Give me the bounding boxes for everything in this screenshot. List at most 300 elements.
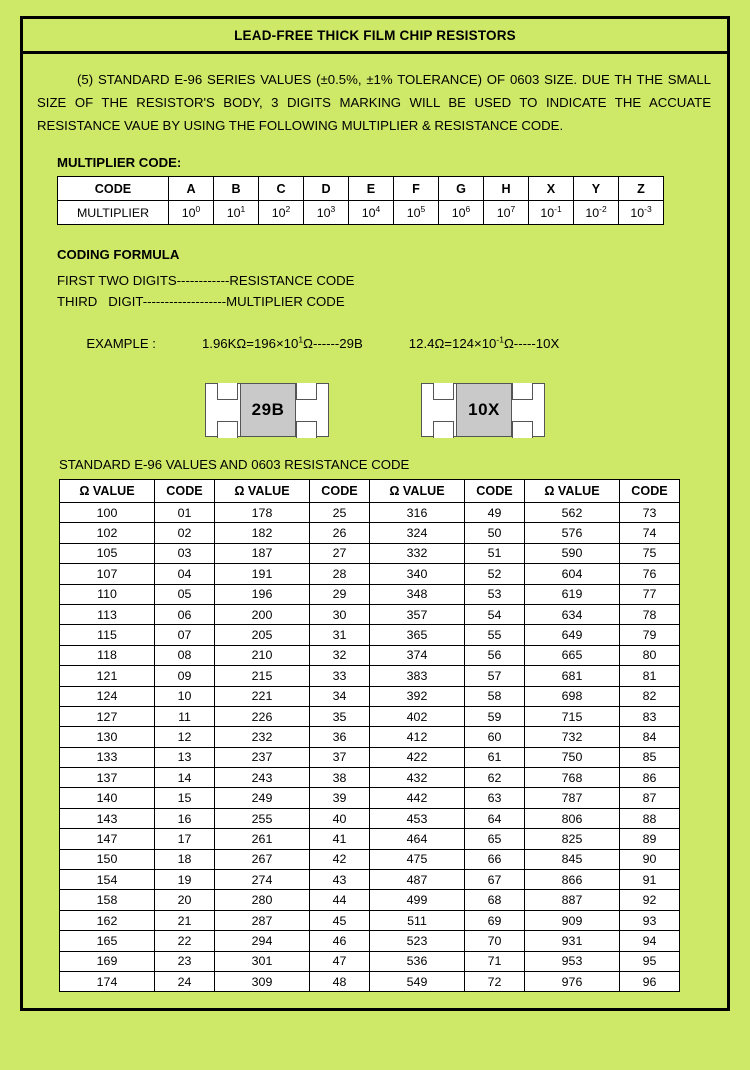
- formula-example-row: [57, 312, 713, 375]
- formula-line-first-two-digits: FIRST TWO DIGITS------------RESISTANCE CODE: [57, 273, 355, 288]
- multiplier-exponent: 6: [465, 203, 471, 214]
- example-1-lhs: 1.96KΩ=196×10: [201, 336, 299, 351]
- table-row: [60, 849, 680, 869]
- e96-value-cell: 133: [60, 747, 155, 767]
- e96-value-cell: 255: [215, 808, 310, 828]
- chip-body: [240, 384, 296, 436]
- e96-header-row: [60, 480, 680, 503]
- e96-code-cell: 61: [465, 747, 525, 767]
- e96-code-cell: 51: [465, 543, 525, 563]
- e96-value-cell: 619: [525, 584, 620, 604]
- e96-code-cell: 08: [155, 645, 215, 665]
- e96-table-wrapper: [59, 479, 713, 992]
- e96-code-cell: 18: [155, 849, 215, 869]
- e96-value-cell: 324: [370, 523, 465, 543]
- e96-code-cell: 62: [465, 768, 525, 788]
- coding-formula-heading: CODING FORMULA: [57, 247, 180, 262]
- e96-code-cell: 85: [620, 747, 680, 767]
- page-title-bar: [23, 19, 727, 54]
- e96-value-cell: 147: [60, 829, 155, 849]
- example-2-rhs: Ω-----10X: [503, 336, 560, 351]
- multiplier-exponent: 0: [195, 203, 201, 214]
- chip-marking-text: 29B: [251, 400, 285, 419]
- e96-code-cell: 58: [465, 686, 525, 706]
- multiplier-exponent: -1: [554, 203, 562, 214]
- e96-value-cell: 750: [525, 747, 620, 767]
- e96-value-cell: 200: [215, 604, 310, 624]
- e96-code-cell: 14: [155, 768, 215, 788]
- table-row: [60, 768, 680, 788]
- e96-value-cell: 523: [370, 931, 465, 951]
- e96-code-cell: 26: [310, 523, 370, 543]
- table-row: [60, 523, 680, 543]
- e96-value-cell: 604: [525, 564, 620, 584]
- e96-value-cell: 374: [370, 645, 465, 665]
- page-title: LEAD-FREE THICK FILM CHIP RESISTORS: [234, 27, 516, 43]
- table-row: [60, 788, 680, 808]
- multiplier-code-cell: A: [169, 177, 214, 201]
- e96-value-cell: 768: [525, 768, 620, 788]
- e96-value-cell: 187: [215, 543, 310, 563]
- e96-code-cell: 68: [465, 890, 525, 910]
- e96-code-cell: 53: [465, 584, 525, 604]
- e96-value-cell: 464: [370, 829, 465, 849]
- e96-code-cell: 49: [465, 503, 525, 523]
- multiplier-exponent: 2: [285, 203, 291, 214]
- e96-code-cell: 39: [310, 788, 370, 808]
- e96-code-cell: 93: [620, 910, 680, 930]
- e96-code-cell: 71: [465, 951, 525, 971]
- multiplier-exponent: 4: [375, 203, 381, 214]
- e96-value-cell: 562: [525, 503, 620, 523]
- e96-code-cell: 75: [620, 543, 680, 563]
- multiplier-exponent: 7: [510, 203, 516, 214]
- e96-value-cell: 140: [60, 788, 155, 808]
- e96-code-cell: 80: [620, 645, 680, 665]
- e96-column-header: CODE: [620, 480, 680, 503]
- multiplier-code-cell: Z: [619, 177, 664, 201]
- e96-value-cell: 182: [215, 523, 310, 543]
- e96-code-cell: 70: [465, 931, 525, 951]
- e96-code-cell: 36: [310, 727, 370, 747]
- e96-code-cell: 60: [465, 727, 525, 747]
- e96-code-cell: 54: [465, 604, 525, 624]
- page-body: [23, 68, 727, 992]
- e96-code-cell: 89: [620, 829, 680, 849]
- multiplier-code-cell: Y: [574, 177, 619, 201]
- intro-paragraph: (5) STANDARD E-96 SERIES VALUES (±0.5%, ±1% TOLERANCE) OF 0603 SIZE. DUE TH THE SMALL SIZE OF THE RESISTOR'S BODY, 3 DIGITS MARKING WILL BE USED TO INDICATE THE ACCUATE RESISTANCE VAUE BY USING THE FOLLOWING MULTIPLIER & RESISTANCE CODE.: [37, 72, 711, 133]
- e96-value-cell: 392: [370, 686, 465, 706]
- e96-code-cell: 59: [465, 706, 525, 726]
- e96-code-cell: 87: [620, 788, 680, 808]
- e96-code-cell: 11: [155, 706, 215, 726]
- e96-code-cell: 73: [620, 503, 680, 523]
- e96-value-cell: 402: [370, 706, 465, 726]
- e96-value-cell: 100: [60, 503, 155, 523]
- table-row: [60, 870, 680, 890]
- e96-value-cell: 698: [525, 686, 620, 706]
- e96-value-cell: 787: [525, 788, 620, 808]
- e96-value-cell: 143: [60, 808, 155, 828]
- e96-value-cell: 383: [370, 666, 465, 686]
- table-row: [60, 645, 680, 665]
- e96-code-cell: 63: [465, 788, 525, 808]
- e96-value-cell: 243: [215, 768, 310, 788]
- e96-value-cell: 249: [215, 788, 310, 808]
- table-row: [60, 666, 680, 686]
- multiplier-code-table: [57, 176, 664, 225]
- table-row: [60, 584, 680, 604]
- chip-notch-bottom-right: [512, 421, 533, 438]
- e96-value-cell: 130: [60, 727, 155, 747]
- multiplier-row-header-code: CODE: [58, 177, 169, 201]
- multiplier-code-label: MULTIPLIER CODE:: [57, 155, 182, 170]
- e96-value-cell: 274: [215, 870, 310, 890]
- multiplier-code-cell: X: [529, 177, 574, 201]
- e96-code-cell: 56: [465, 645, 525, 665]
- multiplier-value-cell: $10^2$: [259, 201, 304, 225]
- chip-notch-top-right: [296, 383, 317, 400]
- e96-code-cell: 50: [465, 523, 525, 543]
- e96-value-cell: 634: [525, 604, 620, 624]
- multiplier-code-cell: C: [259, 177, 304, 201]
- e96-value-cell: 294: [215, 931, 310, 951]
- e96-code-cell: 65: [465, 829, 525, 849]
- multiplier-code-cell: G: [439, 177, 484, 201]
- table-row: [60, 971, 680, 991]
- e96-value-cell: 887: [525, 890, 620, 910]
- e96-code-cell: 27: [310, 543, 370, 563]
- e96-code-cell: 52: [465, 564, 525, 584]
- e96-value-cell: 280: [215, 890, 310, 910]
- e96-value-cell: 499: [370, 890, 465, 910]
- e96-value-cell: 165: [60, 931, 155, 951]
- chip-notch-top-right: [512, 383, 533, 400]
- multiplier-exponent: 1: [240, 203, 246, 214]
- chip-notch-bottom-right: [296, 421, 317, 438]
- e96-value-cell: 154: [60, 870, 155, 890]
- e96-code-cell: 43: [310, 870, 370, 890]
- e96-value-cell: 909: [525, 910, 620, 930]
- e96-value-cell: 137: [60, 768, 155, 788]
- e96-value-cell: 174: [60, 971, 155, 991]
- e96-value-cell: 976: [525, 971, 620, 991]
- e96-code-cell: 21: [155, 910, 215, 930]
- e96-value-cell: 110: [60, 584, 155, 604]
- e96-code-cell: 91: [620, 870, 680, 890]
- e96-value-cell: 332: [370, 543, 465, 563]
- e96-code-cell: 35: [310, 706, 370, 726]
- e96-code-cell: 88: [620, 808, 680, 828]
- table-row: [60, 747, 680, 767]
- e96-value-cell: 162: [60, 910, 155, 930]
- e96-code-cell: 48: [310, 971, 370, 991]
- e96-code-cell: 09: [155, 666, 215, 686]
- multiplier-value-cell: $10^6$: [439, 201, 484, 225]
- e96-value-cell: 348: [370, 584, 465, 604]
- e96-code-cell: 23: [155, 951, 215, 971]
- multiplier-value-cell: $10^5$: [394, 201, 439, 225]
- chip-notch-top-left: [217, 383, 238, 400]
- e96-value-cell: 487: [370, 870, 465, 890]
- e96-code-cell: 55: [465, 625, 525, 645]
- e96-code-cell: 25: [310, 503, 370, 523]
- e96-code-cell: 38: [310, 768, 370, 788]
- e96-value-cell: 442: [370, 788, 465, 808]
- e96-value-cell: 287: [215, 910, 310, 930]
- e96-column-header: Ω VALUE: [60, 480, 155, 503]
- multiplier-exponent: -2: [599, 203, 607, 214]
- e96-value-cell: 102: [60, 523, 155, 543]
- e96-column-header: Ω VALUE: [215, 480, 310, 503]
- e96-code-cell: 16: [155, 808, 215, 828]
- e96-code-cell: 96: [620, 971, 680, 991]
- e96-value-cell: 267: [215, 849, 310, 869]
- multiplier-code-cell: B: [214, 177, 259, 201]
- e96-code-cell: 83: [620, 706, 680, 726]
- e96-value-cell: 127: [60, 706, 155, 726]
- e96-code-cell: 19: [155, 870, 215, 890]
- e96-value-cell: 196: [215, 584, 310, 604]
- multiplier-exponent: 3: [330, 203, 336, 214]
- e96-value-cell: 309: [215, 971, 310, 991]
- e96-code-cell: 95: [620, 951, 680, 971]
- e96-code-cell: 31: [310, 625, 370, 645]
- table-row: [60, 686, 680, 706]
- e96-code-cell: 30: [310, 604, 370, 624]
- multiplier-exponent: 5: [420, 203, 426, 214]
- e96-value-cell: 169: [60, 951, 155, 971]
- e96-code-cell: 86: [620, 768, 680, 788]
- e96-value-cell: 665: [525, 645, 620, 665]
- e96-column-header: CODE: [155, 480, 215, 503]
- multiplier-value-cell: $10^0$: [169, 201, 214, 225]
- e96-code-cell: 12: [155, 727, 215, 747]
- multiplier-code-row: [58, 177, 664, 201]
- e96-value-cell: 681: [525, 666, 620, 686]
- chip-diagrams: [37, 383, 713, 437]
- e96-value-cell: 121: [60, 666, 155, 686]
- e96-code-cell: 29: [310, 584, 370, 604]
- e96-value-cell: 953: [525, 951, 620, 971]
- e96-code-cell: 07: [155, 625, 215, 645]
- e96-value-cell: 931: [525, 931, 620, 951]
- e96-code-cell: 57: [465, 666, 525, 686]
- table-row: [60, 543, 680, 563]
- e96-code-cell: 79: [620, 625, 680, 645]
- e96-code-cell: 67: [465, 870, 525, 890]
- e96-value-cell: 845: [525, 849, 620, 869]
- e96-value-cell: 715: [525, 706, 620, 726]
- chip-diagram-10x: [421, 383, 545, 437]
- multiplier-value-row: [58, 201, 664, 225]
- e96-code-cell: 24: [155, 971, 215, 991]
- e96-value-cell: 191: [215, 564, 310, 584]
- e96-value-cell: 732: [525, 727, 620, 747]
- e96-code-cell: 84: [620, 727, 680, 747]
- multiplier-value-cell: $10^1$: [214, 201, 259, 225]
- multiplier-value-cell: $10^7$: [484, 201, 529, 225]
- multiplier-value-cell: $10^{-2}$: [574, 201, 619, 225]
- e96-code-cell: 28: [310, 564, 370, 584]
- chip-notch-top-left: [433, 383, 454, 400]
- multiplier-value-cell: $10^4$: [349, 201, 394, 225]
- table-row: [60, 808, 680, 828]
- coding-formula-lines: [57, 270, 713, 375]
- table-row: [60, 503, 680, 523]
- chip-diagram-29b: [205, 383, 329, 437]
- multiplier-value-cell: $10^{-3}$: [619, 201, 664, 225]
- e96-code-cell: 32: [310, 645, 370, 665]
- chip-marking-text: 10X: [468, 400, 500, 419]
- e96-value-cell: 590: [525, 543, 620, 563]
- e96-value-cell: 118: [60, 645, 155, 665]
- e96-code-cell: 20: [155, 890, 215, 910]
- e96-value-cell: 511: [370, 910, 465, 930]
- e96-value-cell: 226: [215, 706, 310, 726]
- e96-value-cell: 576: [525, 523, 620, 543]
- table-row: [60, 564, 680, 584]
- e96-column-header: Ω VALUE: [370, 480, 465, 503]
- e96-code-cell: 41: [310, 829, 370, 849]
- e96-value-cell: 124: [60, 686, 155, 706]
- e96-value-cell: 215: [215, 666, 310, 686]
- example-label: EXAMPLE :: [86, 336, 156, 351]
- example-1-rhs: Ω------29B: [303, 336, 363, 351]
- e96-value-cell: 205: [215, 625, 310, 645]
- e96-code-cell: 77: [620, 584, 680, 604]
- e96-value-cell: 210: [215, 645, 310, 665]
- e96-value-cell: 453: [370, 808, 465, 828]
- e96-value-cell: 475: [370, 849, 465, 869]
- multiplier-code-cell: D: [304, 177, 349, 201]
- e96-value-cell: 340: [370, 564, 465, 584]
- table-row: [60, 706, 680, 726]
- e96-code-cell: 15: [155, 788, 215, 808]
- e96-code-cell: 64: [465, 808, 525, 828]
- e96-value-cell: 115: [60, 625, 155, 645]
- multiplier-code-cell: F: [394, 177, 439, 201]
- datasheet-page: [20, 16, 730, 1011]
- e96-code-cell: 02: [155, 523, 215, 543]
- e96-code-cell: 05: [155, 584, 215, 604]
- e96-value-cell: 549: [370, 971, 465, 991]
- e96-value-cell: 357: [370, 604, 465, 624]
- e96-code-cell: 10: [155, 686, 215, 706]
- multiplier-code-cell: H: [484, 177, 529, 201]
- e96-code-cell: 81: [620, 666, 680, 686]
- e96-code-cell: 34: [310, 686, 370, 706]
- example-2-lhs: 12.4Ω=124×10: [408, 336, 497, 351]
- e96-code-cell: 33: [310, 666, 370, 686]
- e96-value-cell: 107: [60, 564, 155, 584]
- e96-code-cell: 22: [155, 931, 215, 951]
- e96-code-cell: 46: [310, 931, 370, 951]
- table-row: [60, 604, 680, 624]
- e96-code-cell: 82: [620, 686, 680, 706]
- multiplier-exponent: -3: [644, 203, 652, 214]
- e96-code-cell: 45: [310, 910, 370, 930]
- table-row: [60, 829, 680, 849]
- table-row: [60, 727, 680, 747]
- multiplier-table-wrapper: [57, 176, 713, 225]
- e96-code-cell: 04: [155, 564, 215, 584]
- table-row: [60, 931, 680, 951]
- table-row: [60, 890, 680, 910]
- e96-code-cell: 06: [155, 604, 215, 624]
- e96-value-cell: 261: [215, 829, 310, 849]
- e96-value-cell: 158: [60, 890, 155, 910]
- chip-notch-bottom-left: [217, 421, 238, 438]
- e96-code-cell: 94: [620, 931, 680, 951]
- e96-value-cell: 232: [215, 727, 310, 747]
- e96-code-cell: 66: [465, 849, 525, 869]
- e96-code-cell: 17: [155, 829, 215, 849]
- e96-value-cell: 237: [215, 747, 310, 767]
- e96-code-cell: 37: [310, 747, 370, 767]
- e96-code-cell: 69: [465, 910, 525, 930]
- e96-value-cell: 806: [525, 808, 620, 828]
- e96-code-cell: 78: [620, 604, 680, 624]
- multiplier-value-cell: $10^3$: [304, 201, 349, 225]
- e96-code-cell: 92: [620, 890, 680, 910]
- e96-value-cell: 221: [215, 686, 310, 706]
- e96-value-cell: 412: [370, 727, 465, 747]
- e96-value-cell: 178: [215, 503, 310, 523]
- e96-code-cell: 40: [310, 808, 370, 828]
- e96-code-cell: 76: [620, 564, 680, 584]
- example-1-exponent: 1: [298, 334, 304, 345]
- example-2-exponent: -1: [496, 334, 504, 345]
- table-row: [60, 910, 680, 930]
- e96-value-cell: 150: [60, 849, 155, 869]
- e96-table-caption: STANDARD E-96 VALUES AND 0603 RESISTANCE CODE: [59, 457, 410, 472]
- e96-column-header: Ω VALUE: [525, 480, 620, 503]
- e96-code-cell: 03: [155, 543, 215, 563]
- multiplier-code-cell: E: [349, 177, 394, 201]
- e96-column-header: CODE: [465, 480, 525, 503]
- e96-value-cell: 316: [370, 503, 465, 523]
- e96-resistance-code-table: [59, 479, 680, 992]
- e96-value-cell: 432: [370, 768, 465, 788]
- e96-code-cell: 13: [155, 747, 215, 767]
- e96-value-cell: 649: [525, 625, 620, 645]
- e96-value-cell: 105: [60, 543, 155, 563]
- formula-line-third-digit: THIRD DIGIT-------------------MULTIPLIER CODE: [57, 294, 345, 309]
- e96-value-cell: 365: [370, 625, 465, 645]
- table-row: [60, 625, 680, 645]
- e96-code-cell: 74: [620, 523, 680, 543]
- e96-code-cell: 47: [310, 951, 370, 971]
- e96-value-cell: 866: [525, 870, 620, 890]
- multiplier-row-header-multiplier: MULTIPLIER: [58, 201, 169, 225]
- e96-value-cell: 536: [370, 951, 465, 971]
- e96-code-cell: 01: [155, 503, 215, 523]
- e96-code-cell: 90: [620, 849, 680, 869]
- multiplier-value-cell: $10^{-1}$: [529, 201, 574, 225]
- chip-notch-bottom-left: [433, 421, 454, 438]
- e96-column-header: CODE: [310, 480, 370, 503]
- table-row: [60, 951, 680, 971]
- e96-value-cell: 113: [60, 604, 155, 624]
- e96-code-cell: 42: [310, 849, 370, 869]
- e96-value-cell: 301: [215, 951, 310, 971]
- e96-code-cell: 44: [310, 890, 370, 910]
- chip-body: [456, 384, 512, 436]
- e96-value-cell: 825: [525, 829, 620, 849]
- e96-code-cell: 72: [465, 971, 525, 991]
- e96-value-cell: 422: [370, 747, 465, 767]
